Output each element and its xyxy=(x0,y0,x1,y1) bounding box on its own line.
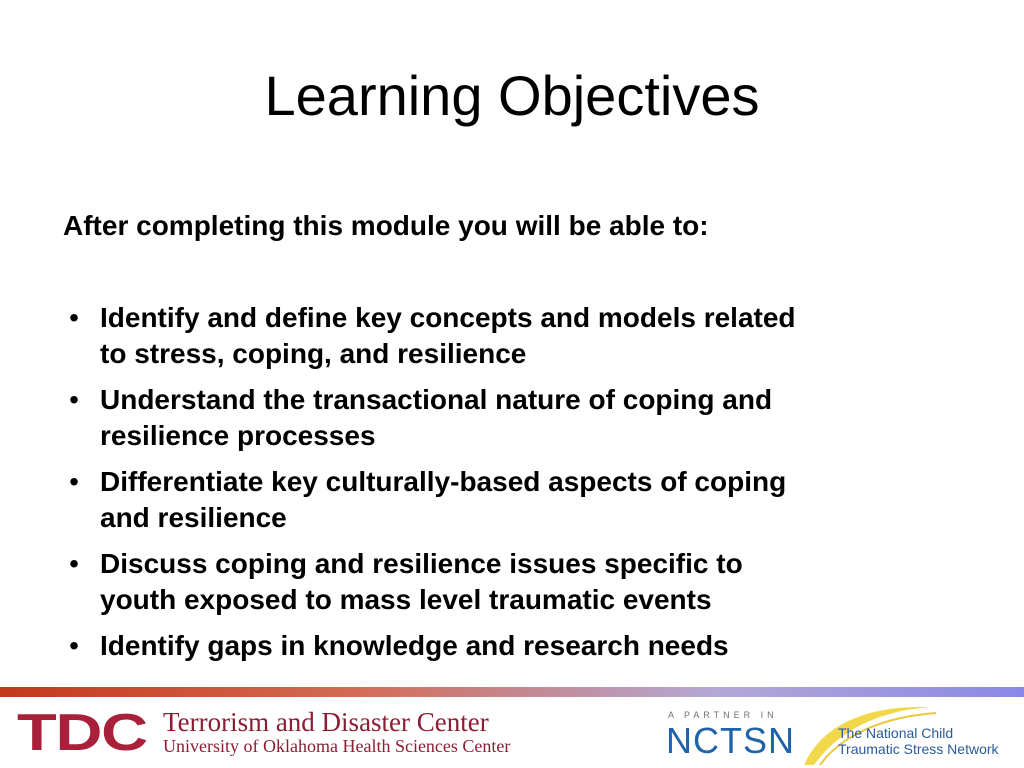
network-name xyxy=(838,725,999,757)
bullet-icon: • xyxy=(69,384,79,415)
objectives-list xyxy=(60,300,970,674)
objective-item xyxy=(60,300,970,372)
objective-line: resilience processes xyxy=(100,420,376,451)
objective-line: Identify gaps in knowledge and research needs xyxy=(100,630,729,661)
nctsn-logo: NCTSN xyxy=(666,720,795,761)
partner-label: A PARTNER IN xyxy=(668,710,778,720)
bullet-icon: • xyxy=(69,302,79,333)
tdc-logo: TDC xyxy=(17,704,147,762)
bullet-icon: • xyxy=(69,548,79,579)
objective-item xyxy=(60,464,970,536)
objective-line: Discuss coping and resilience issues specific to xyxy=(100,548,743,579)
objective-item xyxy=(60,382,970,454)
objective-line: youth exposed to mass level traumatic events xyxy=(100,584,712,615)
bullet-icon: • xyxy=(69,466,79,497)
bullet-icon: • xyxy=(69,630,79,661)
network-name-line: The National Child xyxy=(838,725,954,741)
footer xyxy=(0,697,1024,768)
objective-item xyxy=(60,546,970,618)
objective-line: Understand the transactional nature of coping and xyxy=(100,384,773,415)
tdc-name: Terrorism and Disaster Center xyxy=(163,707,489,737)
network-name-line: Traumatic Stress Network xyxy=(838,741,999,757)
objective-line: Identify and define key concepts and models related xyxy=(100,302,796,333)
objective-line: and resilience xyxy=(100,502,287,533)
objective-line: to stress, coping, and resilience xyxy=(100,338,527,369)
tdc-subtitle: University of Oklahoma Health Sciences Center xyxy=(163,736,511,756)
footer-divider xyxy=(0,687,1024,697)
slide-title: Learning Objectives xyxy=(264,64,760,127)
objective-line: Differentiate key culturally-based aspects of coping xyxy=(100,466,787,497)
intro-text: After completing this module you will be able to: xyxy=(63,210,709,241)
objective-item xyxy=(60,628,970,664)
